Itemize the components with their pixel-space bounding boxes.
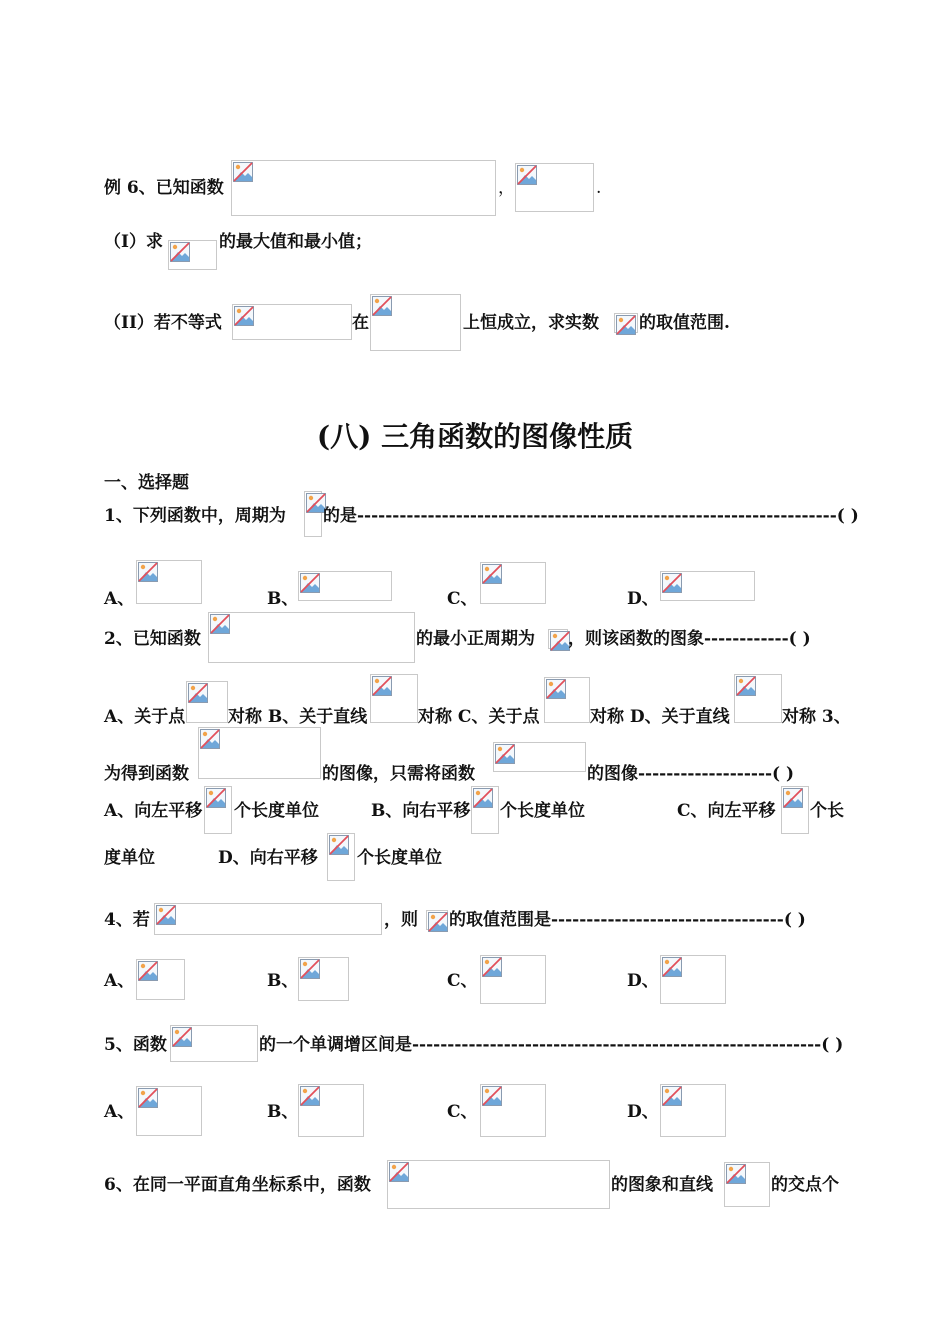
q6-text2: 的图象和直线 [611, 1175, 713, 1195]
example6-label: 例 6、已知函数 [104, 178, 224, 198]
q1-option-a: A、 [104, 589, 135, 609]
q4-option-b: B、 [267, 971, 299, 991]
q5-text2: 的一个单调增区间是----------------------------------------------------------( ) [259, 1035, 844, 1055]
q4-text2: ，则 [384, 910, 418, 930]
part2-mid: 在 [352, 313, 369, 333]
formula-image-broken-icon [387, 1160, 610, 1209]
section-title: (八) 三角函数的图像性质 [316, 420, 634, 453]
q2-text2: 的最小正周期为 [416, 629, 535, 649]
formula-image-broken-icon [724, 1162, 770, 1207]
q3-text: 为得到函数 [104, 764, 189, 784]
formula-image-broken-icon [136, 1086, 202, 1136]
q3-option-a: A、向左平移 [104, 801, 203, 821]
formula-image-broken-icon [186, 681, 228, 723]
q4-text: 4、若 [104, 910, 150, 930]
q5-text: 5、函数 [104, 1035, 167, 1055]
formula-image-broken-icon [544, 677, 590, 723]
formula-image-broken-icon [480, 1084, 546, 1137]
formula-image-broken-icon [660, 571, 755, 601]
part1-prefix: （I）求 [104, 232, 163, 252]
formula-image-broken-icon [327, 833, 355, 881]
formula-image-broken-icon [170, 1025, 258, 1062]
formula-image-broken-icon [734, 674, 782, 723]
q3-unit-b: 个长度单位 [500, 801, 585, 821]
formula-image-broken-icon [480, 955, 546, 1004]
q6-text3: 的交点个 [771, 1175, 839, 1195]
formula-image-broken-icon [154, 903, 382, 935]
q3-option-b: B、向右平移 [371, 801, 471, 821]
q3-text2: 的图像，只需将函数 [322, 764, 475, 784]
formula-image-broken-icon [231, 160, 496, 216]
formula-image-broken-icon [370, 294, 461, 351]
formula-image-broken-icon [168, 240, 217, 270]
formula-image-broken-icon [198, 727, 321, 779]
formula-image-broken-icon [204, 786, 232, 834]
formula-image-broken-icon [614, 313, 638, 333]
formula-image-broken-icon [660, 955, 726, 1004]
part2-suffix: 的取值范围. [639, 313, 730, 333]
formula-image-broken-icon [136, 560, 202, 604]
q1-option-b: B、 [267, 589, 299, 609]
q4-option-d: D、 [627, 971, 659, 991]
q3-option-d: D、向右平移 [218, 848, 318, 868]
formula-image-broken-icon [370, 674, 418, 723]
formula-image-broken-icon [298, 957, 349, 1001]
q3-unit-c: 个长 [810, 801, 844, 821]
formula-image-broken-icon [660, 1084, 726, 1137]
q3-unit-a: 个长度单位 [234, 801, 319, 821]
q1-option-d: D、 [627, 589, 659, 609]
formula-image-broken-icon [298, 1084, 364, 1137]
q5-option-a: A、 [104, 1102, 135, 1122]
q4-option-a: A、 [104, 971, 135, 991]
q2-option-d: 对称 D、关于直线 [590, 707, 730, 727]
formula-image-broken-icon [298, 571, 392, 601]
comma-text: ， [498, 178, 515, 198]
q3-option-c: C、向左平移 [677, 801, 776, 821]
part1-suffix: 的最大值和最小值； [219, 232, 372, 252]
formula-image-broken-icon [208, 612, 415, 663]
q3-unit-d: 个长度单位 [357, 848, 442, 868]
q6-text: 6、在同一平面直角坐标系中，函数 [104, 1175, 371, 1195]
q4-text3: 的取值范围是---------------------------------( ) [449, 910, 806, 930]
q2-option-a: A、关于点 [104, 707, 186, 727]
formula-image-broken-icon [493, 742, 586, 772]
q5-option-c: C、 [447, 1102, 478, 1122]
formula-image-broken-icon [471, 786, 499, 834]
part2-prefix: （II）若不等式 [104, 313, 222, 333]
q1-text: 1、下列函数中，周期为 [104, 506, 286, 526]
q1-text2: 的是--------------------------------------------------------------------( ) [323, 506, 859, 526]
q3-unit-c2: 度单位 [104, 848, 155, 868]
part2-mid2: 上恒成立，求实数 [463, 313, 599, 333]
formula-image-broken-icon [480, 562, 546, 604]
formula-image-broken-icon [232, 304, 352, 340]
q2-text3: ，则该函数的图象------------( ) [568, 629, 811, 649]
formula-image-broken-icon [515, 163, 594, 212]
section-subtitle: 一、选择题 [104, 473, 189, 493]
q1-option-c: C、 [447, 589, 478, 609]
formula-image-broken-icon [426, 910, 448, 930]
formula-image-broken-icon [781, 786, 809, 834]
q5-option-d: D、 [627, 1102, 659, 1122]
q2-option-d-end: 对称 3、 [782, 707, 851, 727]
formula-image-broken-icon [304, 491, 322, 537]
q3-text3: 的图像-------------------( ) [587, 764, 795, 784]
q4-option-c: C、 [447, 971, 478, 991]
period-text: . [596, 178, 602, 198]
formula-image-broken-icon [548, 629, 568, 649]
q2-text: 2、已知函数 [104, 629, 201, 649]
q5-option-b: B、 [267, 1102, 299, 1122]
q2-option-c: 对称 C、关于点 [418, 707, 540, 727]
q2-option-b: 对称 B、关于直线 [228, 707, 368, 727]
formula-image-broken-icon [136, 959, 185, 1000]
